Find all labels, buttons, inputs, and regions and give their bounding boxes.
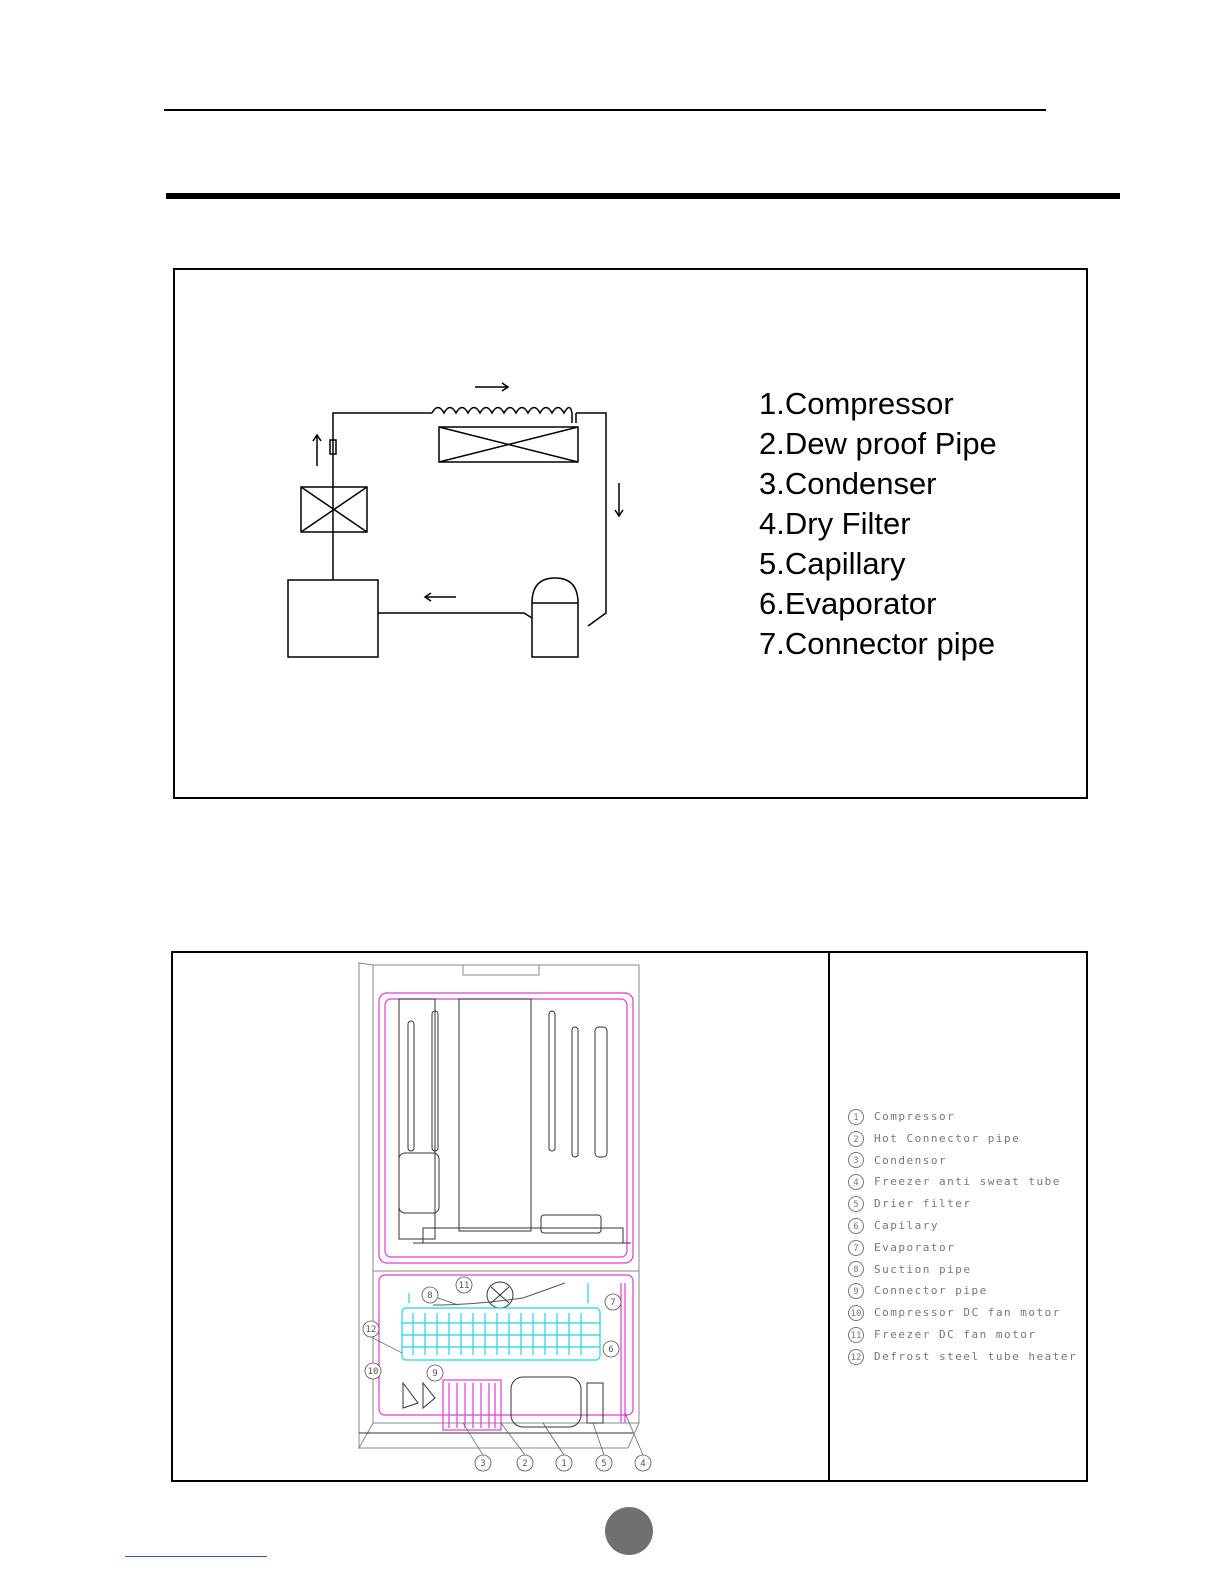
pipe-top-left [333, 413, 432, 532]
refrigeration-schematic-panel [173, 268, 1088, 799]
callout-2: 2 [522, 1459, 528, 1469]
callout-6: 6 [608, 1345, 614, 1355]
legend-item: 8 Suction pipe [848, 1259, 1077, 1281]
header-rule-thin [164, 109, 1046, 111]
callout-3: 3 [480, 1459, 486, 1469]
refrigeration-schematic [175, 270, 735, 670]
legend-item: 7.Connector pipe [759, 626, 996, 661]
refrigerator-layout-panel [171, 951, 1088, 1482]
legend-item: 3 Condensor [848, 1150, 1077, 1172]
panel-divider [828, 953, 830, 1480]
legend-item: 4 Freezer anti sweat tube [848, 1171, 1077, 1193]
freezer-liner [379, 1275, 633, 1415]
pipe-bottom [378, 613, 532, 618]
legend-item: 11 Freezer DC fan motor [848, 1324, 1077, 1346]
schematic-legend [759, 384, 997, 664]
legend-item: 12 Defrost steel tube heater [848, 1346, 1077, 1368]
callout-10: 10 [367, 1367, 379, 1377]
page-number-dot [605, 1507, 653, 1555]
legend-item: 7 Evaporator [848, 1237, 1077, 1259]
legend-item: 5.Capillary [759, 546, 906, 581]
footer-link-line [125, 1556, 267, 1557]
callout-12: 12 [365, 1325, 377, 1335]
legend-item: 3.Condenser [759, 466, 937, 501]
legend-item: 1.Compressor [759, 386, 954, 421]
legend-item: 6.Evaporator [759, 586, 937, 621]
callout-7: 7 [610, 1298, 616, 1308]
callout-5: 5 [601, 1459, 607, 1469]
legend-item: 6 Capilary [848, 1215, 1077, 1237]
callout-9: 9 [432, 1369, 438, 1379]
legend-item: 2 Hot Connector pipe [848, 1128, 1077, 1150]
legend-item: 4.Dry Filter [759, 506, 911, 541]
header-rule-thick [166, 193, 1120, 199]
dew-proof-dome [532, 578, 578, 657]
callout-11: 11 [458, 1281, 470, 1291]
layout-legend [848, 1106, 1077, 1368]
legend-item: 5 Drier filter [848, 1193, 1077, 1215]
legend-item: 10 Compressor DC fan motor [848, 1302, 1077, 1324]
evaporator-coil [402, 1308, 600, 1360]
pipe-right [576, 413, 606, 626]
legend-item: 2.Dew proof Pipe [759, 426, 997, 461]
compressor-box [288, 580, 378, 657]
legend-item: 9 Connector pipe [848, 1280, 1077, 1302]
callout-8: 8 [427, 1291, 433, 1301]
capillary-coil [432, 408, 572, 414]
callout-4: 4 [640, 1459, 646, 1469]
compressor-unit [511, 1377, 581, 1427]
callout-1: 1 [561, 1459, 567, 1469]
refrigerator-layout-drawing [173, 953, 828, 1480]
legend-item: 1 Compressor [848, 1106, 1077, 1128]
